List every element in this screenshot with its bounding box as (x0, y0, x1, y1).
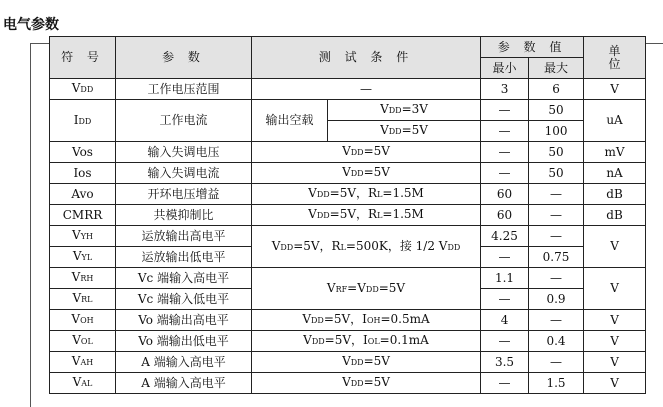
table-row (50, 100, 646, 121)
min-cell: — (481, 289, 529, 310)
min-cell: — (481, 247, 529, 268)
parameter-cell: Vc 端输入低电平 (116, 289, 252, 310)
header-max: 最大 (529, 58, 584, 79)
table-row (50, 352, 646, 373)
max-cell: — (529, 184, 584, 205)
min-cell: 4.25 (481, 226, 529, 247)
parameter-cell: Vo 端输出高电平 (116, 310, 252, 331)
unit-cell: V (584, 352, 646, 373)
condition-cell: VDD=5V (252, 352, 481, 373)
symbol-cell: Avo (50, 184, 116, 205)
symbol-cell: Vos (50, 142, 116, 163)
symbol-cell: CMRR (50, 205, 116, 226)
unit-cell: V (584, 373, 646, 394)
symbol-cell: VAL (50, 373, 116, 394)
table-row (50, 79, 646, 100)
min-cell: — (481, 100, 529, 121)
parameter-cell: A 端输入高电平 (116, 352, 252, 373)
max-cell: 50 (529, 142, 584, 163)
max-cell: 6 (529, 79, 584, 100)
condition-cell: VDD=5V，IOL=0.1mA (252, 331, 481, 352)
max-cell: 0.4 (529, 331, 584, 352)
condition-cell: VDD=5V，IOH=0.5mA (252, 310, 481, 331)
table-row (50, 205, 646, 226)
condition-cell: VDD=5V (252, 142, 481, 163)
table-row (50, 310, 646, 331)
header-value: 参 数 值 (481, 37, 584, 58)
parameter-cell: Vc 端输入高电平 (116, 268, 252, 289)
electrical-parameters-table (49, 36, 646, 394)
condition-subcell: VDD=5V (328, 121, 481, 142)
table-row (50, 142, 646, 163)
header-parameter: 参 数 (116, 37, 252, 79)
unit-cell: nA (584, 163, 646, 184)
header-min: 最小 (481, 58, 529, 79)
unit-cell: V (584, 268, 646, 310)
table-row (50, 331, 646, 352)
symbol-cell: VOH (50, 310, 116, 331)
condition-cell: 输出空载 (252, 100, 328, 142)
min-cell: — (481, 373, 529, 394)
unit-cell: uA (584, 100, 646, 142)
max-cell: 50 (529, 163, 584, 184)
max-cell: — (529, 268, 584, 289)
header-unit-bottom: 位 (608, 56, 621, 71)
table-row (50, 226, 646, 247)
max-cell: — (529, 352, 584, 373)
parameter-cell: A 端输入高电平 (116, 373, 252, 394)
unit-cell: dB (584, 205, 646, 226)
condition-cell: — (252, 79, 481, 100)
unit-cell: mV (584, 142, 646, 163)
unit-cell: V (584, 79, 646, 100)
max-cell: 100 (529, 121, 584, 142)
symbol-cell: VRH (50, 268, 116, 289)
parameter-cell: 工作电压范围 (116, 79, 252, 100)
parameter-cell: 运放输出高电平 (116, 226, 252, 247)
unit-cell: V (584, 331, 646, 352)
condition-subcell: VDD=3V (328, 100, 481, 121)
symbol-cell: VRL (50, 289, 116, 310)
header-row-1 (50, 37, 646, 58)
min-cell: — (481, 142, 529, 163)
table-row (50, 163, 646, 184)
condition-cell: VDD=5V，RL=1.5M (252, 184, 481, 205)
parameter-cell: 输入失调电压 (116, 142, 252, 163)
symbol-cell: VYH (50, 226, 116, 247)
parameter-cell: 工作电流 (116, 100, 252, 142)
condition-cell: VDD=5V，RL=1.5M (252, 205, 481, 226)
min-cell: 3 (481, 79, 529, 100)
min-cell: — (481, 121, 529, 142)
min-cell: — (481, 163, 529, 184)
unit-cell: dB (584, 184, 646, 205)
parameter-cell: 运放输出低电平 (116, 247, 252, 268)
header-test-condition: 测 试 条 件 (252, 37, 481, 79)
parameter-cell: 共模抑制比 (116, 205, 252, 226)
max-cell: — (529, 205, 584, 226)
min-cell: 60 (481, 184, 529, 205)
condition-cell: VDD=5V (252, 373, 481, 394)
table-row (50, 373, 646, 394)
symbol-cell: VYL (50, 247, 116, 268)
symbol-cell: VAH (50, 352, 116, 373)
parameter-cell: Vo 端输出低电平 (116, 331, 252, 352)
condition-cell: VDD=5V，RL=500K，接 1/2 VDD (252, 226, 481, 268)
section-title: 电气参数 (3, 17, 59, 33)
frame-line-left (30, 43, 31, 407)
max-cell: 1.5 (529, 373, 584, 394)
min-cell: 60 (481, 205, 529, 226)
symbol-cell: Ios (50, 163, 116, 184)
table-row (50, 184, 646, 205)
table-row (50, 268, 646, 289)
min-cell: 3.5 (481, 352, 529, 373)
max-cell: 0.75 (529, 247, 584, 268)
symbol-cell: IDD (50, 100, 116, 142)
condition-cell: VRF=VDD=5V (252, 268, 481, 310)
condition-cell: VDD=5V (252, 163, 481, 184)
max-cell: — (529, 226, 584, 247)
header-unit (584, 37, 646, 79)
unit-cell: V (584, 310, 646, 331)
min-cell: 4 (481, 310, 529, 331)
symbol-cell: VOL (50, 331, 116, 352)
parameter-cell: 输入失调电流 (116, 163, 252, 184)
unit-cell: V (584, 226, 646, 268)
header-unit-top: 单 (608, 43, 621, 58)
max-cell: 0.9 (529, 289, 584, 310)
parameter-cell: 开环电压增益 (116, 184, 252, 205)
min-cell: — (481, 331, 529, 352)
min-cell: 1.1 (481, 268, 529, 289)
symbol-cell: VDD (50, 79, 116, 100)
header-symbol: 符 号 (50, 37, 116, 79)
max-cell: 50 (529, 100, 584, 121)
max-cell: — (529, 310, 584, 331)
